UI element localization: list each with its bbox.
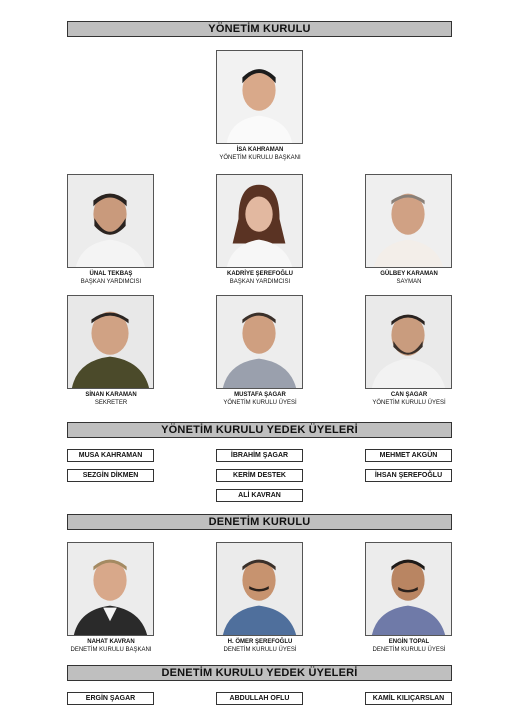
substitute-name-box: ABDULLAH OFLU xyxy=(216,692,303,705)
member-name: İSA KAHRAMAN xyxy=(236,147,284,153)
member-caption xyxy=(339,638,479,654)
member-role: DENETİM KURULU BAŞKANI xyxy=(70,647,152,653)
member-role: YÖNETİM KURULU ÜYESİ xyxy=(223,400,297,406)
member-name: KADRİYE ŞEREFOĞLU xyxy=(226,271,293,277)
member-role: DENETİM KURULU ÜYESİ xyxy=(223,647,297,653)
member-caption xyxy=(190,391,330,407)
member-name: CAN ŞAGAR xyxy=(390,392,428,398)
member-caption xyxy=(41,638,181,654)
member-caption xyxy=(190,270,330,286)
substitute-name-box: ERGİN ŞAGAR xyxy=(67,692,154,705)
member-caption xyxy=(190,638,330,654)
member-name: MUSTAFA ŞAGAR xyxy=(234,392,286,398)
member-name: GÜLBEY KARAMAN xyxy=(380,271,438,277)
member-name: ENGİN TOPAL xyxy=(388,639,430,645)
portrait-photo xyxy=(365,174,452,268)
member-role: BAŞKAN YARDIMCISI xyxy=(80,279,142,285)
section-title-board-substitutes: YÖNETİM KURULU YEDEK ÜYELERİ xyxy=(67,422,452,438)
section-title-audit: DENETİM KURULU xyxy=(67,514,452,530)
portrait-photo xyxy=(365,295,452,389)
substitute-name-box: İBRAHİM ŞAGAR xyxy=(216,449,303,462)
portrait-photo xyxy=(365,542,452,636)
substitute-name-box: KAMİL KILIÇARSLAN xyxy=(365,692,452,705)
member-caption xyxy=(339,391,479,407)
member-role: YÖNETİM KURULU BAŞKANI xyxy=(219,155,301,161)
member-name: H. ÖMER ŞEREFOĞLU xyxy=(227,639,293,645)
member-role: YÖNETİM KURULU ÜYESİ xyxy=(372,400,446,406)
member-name: ÜNAL TEKBAŞ xyxy=(89,271,133,277)
substitute-name-box: ALİ KAVRAN xyxy=(216,489,303,502)
portrait-photo xyxy=(216,295,303,389)
member-role: DENETİM KURULU ÜYESİ xyxy=(372,647,446,653)
substitute-name-box: MUSA KAHRAMAN xyxy=(67,449,154,462)
member-caption xyxy=(41,391,181,407)
member-role: BAŞKAN YARDIMCISI xyxy=(229,279,291,285)
portrait-photo xyxy=(216,174,303,268)
substitute-name-box: SEZGİN DİKMEN xyxy=(67,469,154,482)
member-caption xyxy=(41,270,181,286)
member-name: NAHAT KAVRAN xyxy=(87,639,135,645)
section-title-board: YÖNETİM KURULU xyxy=(67,21,452,37)
substitute-name-box: KERİM DESTEK xyxy=(216,469,303,482)
substitute-name-box: İHSAN ŞEREFOĞLU xyxy=(365,469,452,482)
portrait-photo xyxy=(67,295,154,389)
member-name: SİNAN KARAMAN xyxy=(85,392,137,398)
portrait-photo xyxy=(216,542,303,636)
portrait-photo xyxy=(216,50,303,144)
member-caption xyxy=(190,146,330,162)
substitute-name-box: MEHMET AKGÜN xyxy=(365,449,452,462)
section-title-audit-substitutes: DENETİM KURULU YEDEK ÜYELERİ xyxy=(67,665,452,681)
portrait-photo xyxy=(67,542,154,636)
member-role: SAYMAN xyxy=(396,279,422,285)
portrait-photo xyxy=(67,174,154,268)
member-caption xyxy=(339,270,479,286)
member-role: SEKRETER xyxy=(94,400,128,406)
